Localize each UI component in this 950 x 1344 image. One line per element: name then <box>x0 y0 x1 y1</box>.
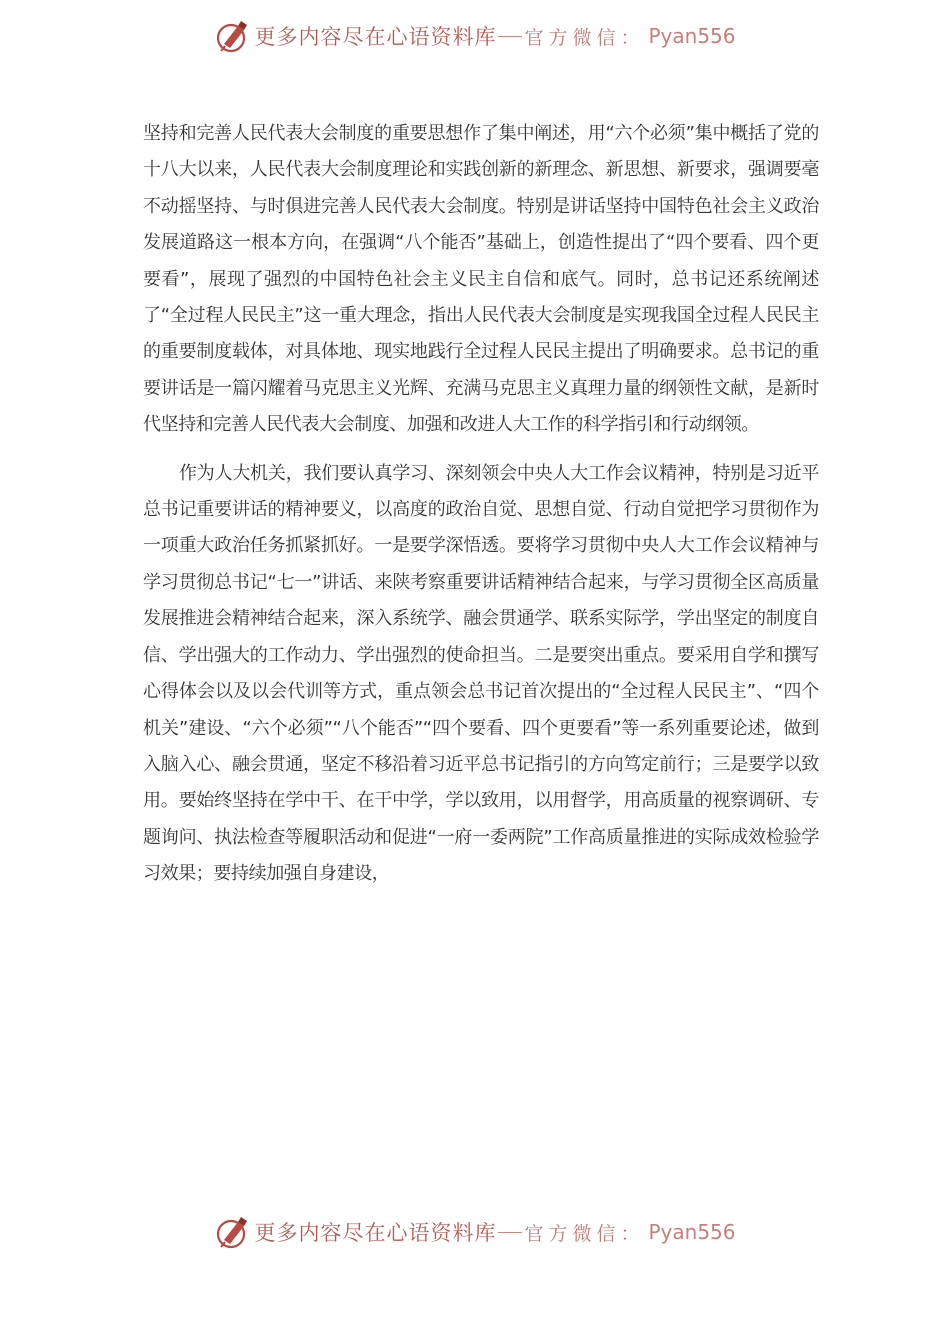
header-wechat-id: Pyan556 <box>648 24 736 48</box>
footer-wechat-label: 官方微信： <box>524 1222 645 1245</box>
header-wechat-label: 官方微信： <box>524 26 645 49</box>
paragraph-1: 坚持和完善人民代表大会制度的重要思想作了集中阐述，用“六个必须”集中概括了党的十八大以来，人民代表大会制度理论和实践创新的新理念、新思想、新要求，强调要毫不动摇坚持、与时俱进完善人民代表大会制度。特别是讲话坚持中国特色社会主义政治发展道路这一根本方向，在强调“八个能否”基础上，创造性提出了“四个要看、四个更要看”，展现了强烈的中国特色社会主义民主自信和底气。同时，总书记还系统阐述了“全过程人民民主”这一重大理念，指出人民代表大会制度是实现我国全过程人民民主的重要制度载体，对具体地、现实地践行全过程人民民主提出了明确要求。总书记的重要讲话是一篇闪耀着马克思主义光辉、充满马克思主义真理力量的纲领性文献，是新时代坚持和完善人民代表大会制度、加强和改进人大工作的科学指引和行动纲领。 <box>143 123 819 436</box>
header-slogan: 更多内容尽在心语资料库 <box>254 25 497 49</box>
footer-banner <box>0 1210 950 1254</box>
header-banner <box>0 14 950 58</box>
document-body <box>143 116 819 893</box>
footer-wechat-id: Pyan556 <box>648 1220 736 1244</box>
header-dash <box>498 36 522 37</box>
paragraph-2: 作为人大机关，我们要认真学习、深刻领会中央人大工作会议精神，特别是习近平总书记重要讲话的精神要义，以高度的政治自觉、思想自觉、行动自觉把学习贯彻作为一项重大政治任务抓紧抓好。一是要学深悟透。要将学习贯彻中央人大工作会议精神与学习贯彻总书记“七一”讲话、来陕考察重要讲话精神结合起来，与学习贯彻全区高质量发展推进会精神结合起来，深入系统学、融会贯通学、联系实际学，学出坚定的制度自信、学出强大的工作动力、学出强烈的使命担当。二是要突出重点。要采用自学和撰写心得体会以及以会代训等方式，重点领会总书记首次提出的“全过程人民民主”、“四个机关”建设、“六个必须”“八个能否”“四个要看、四个更要看”等一系列重要论述，做到入脑入心、融会贯通，坚定不移沿着习近平总书记指引的方向笃定前行；三是要学以致用。要始终坚持在学中干、在干中学，学以致用，以用督学，用高质量的视察调研、专题询问、执法检查等履职活动和促进“一府一委两院”工作高质量推进的实际成效检验学习效果；要持续加强自身建设， <box>143 462 819 885</box>
footer-dash <box>498 1232 522 1233</box>
pen-nib-icon <box>214 1213 252 1251</box>
pen-nib-icon <box>214 17 252 55</box>
footer-slogan: 更多内容尽在心语资料库 <box>254 1221 497 1245</box>
